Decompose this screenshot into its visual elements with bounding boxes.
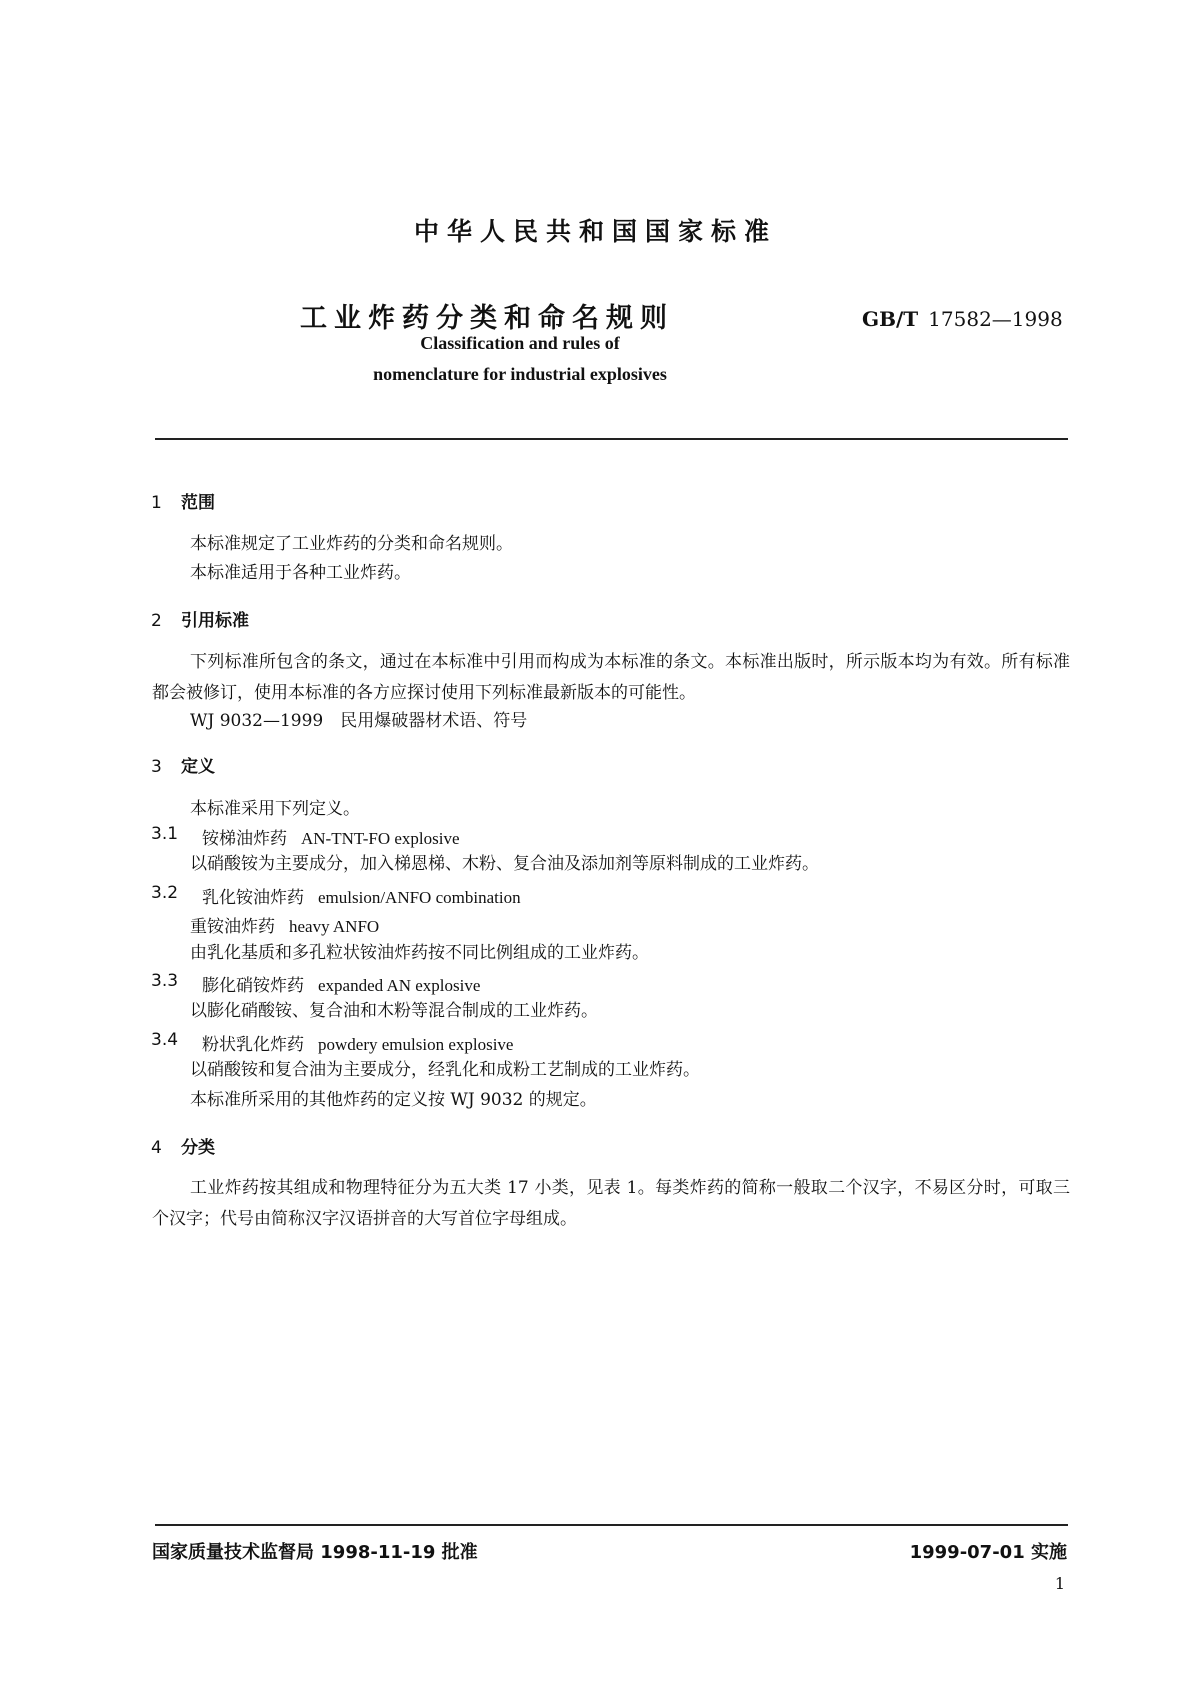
- section-title: 定义: [181, 757, 215, 777]
- section-title: 范围: [181, 493, 215, 513]
- definition-3-4-term: [202, 1030, 513, 1055]
- definition-3-3-number: 3.3: [151, 971, 179, 991]
- section-4-heading: [151, 1133, 215, 1158]
- section-number: 3: [151, 757, 162, 777]
- definition-3-4-number: 3.4: [151, 1030, 179, 1050]
- definition-3-2-number: 3.2: [151, 883, 179, 903]
- reference-standard: WJ 9032—1999 民用爆破器材术语、符号: [190, 711, 528, 731]
- section-3-heading: [151, 752, 215, 777]
- implementation-date: 1999-07-01 实施: [909, 1542, 1067, 1563]
- section-2-paragraph: [152, 647, 1070, 709]
- term-zh: 乳化铵油炸药: [202, 888, 304, 908]
- standard-code: [862, 307, 1063, 331]
- term-en: expanded AN explosive: [318, 976, 481, 995]
- section-1-paragraph-2: 本标准适用于各种工业炸药。: [190, 563, 411, 583]
- section-2-heading: [151, 606, 249, 631]
- term-en: AN-TNT-FO explosive: [301, 829, 460, 848]
- section-2-paragraph-text: 下列标准所包含的条文，通过在本标准中引用而构成为本标准的条文。本标准出版时，所示版本均为有效。所有标准都会被修订，使用本标准的各方应探讨使用下列标准最新版本的可能性。: [152, 652, 1070, 703]
- definition-3-1-description: 以硝酸铵为主要成分，加入梯恩梯、木粉、复合油及添加剂等原料制成的工业炸药。: [190, 854, 819, 874]
- approval-info: 国家质量技术监督局 1998-11-19 批准: [152, 1542, 478, 1563]
- section-4-paragraph: [152, 1173, 1070, 1235]
- term-en: emulsion/ANFO combination: [318, 888, 521, 907]
- footer-divider: [155, 1524, 1068, 1526]
- section-4-paragraph-text: 工业炸药按其组成和物理特征分为五大类 17 小类，见表 1。每类炸药的简称一般取二个汉字，不易区分时，可取三个汉字；代号由简称汉字汉语拼音的大写首位字母组成。: [152, 1178, 1070, 1229]
- definition-3-3-description: 以膨化硝酸铵、复合油和木粉等混合制成的工业炸药。: [190, 1001, 598, 1021]
- document-title-en-line1: Classification and rules of: [420, 333, 620, 353]
- definition-3-2-description: 由乳化基质和多孔粒状铵油炸药按不同比例组成的工业炸药。: [190, 943, 649, 963]
- section-3-intro: 本标准采用下列定义。: [190, 799, 360, 819]
- document-title-zh: 工业炸药分类和命名规则: [300, 303, 674, 334]
- definition-3-3-term: [202, 971, 480, 996]
- section-title: 分类: [181, 1138, 215, 1158]
- definition-3-1-term: [202, 824, 460, 849]
- definition-3-1-number: 3.1: [151, 824, 179, 844]
- definition-3-2-term: [202, 883, 521, 908]
- section-1-heading: [151, 488, 215, 513]
- section-1-paragraph-1: 本标准规定了工业炸药的分类和命名规则。: [190, 534, 513, 554]
- term-zh: 铵梯油炸药: [202, 829, 287, 849]
- standard-number: 17582—1998: [928, 307, 1063, 331]
- section-number: 4: [151, 1138, 162, 1158]
- section-3-outro: 本标准所采用的其他炸药的定义按 WJ 9032 的规定。: [190, 1090, 597, 1110]
- page-number: 1: [1054, 1574, 1065, 1593]
- section-number: 2: [151, 611, 162, 631]
- national-standard-heading: 中华人民共和国国家标准: [413, 217, 777, 246]
- header-divider: [155, 438, 1068, 440]
- alt-term-zh: 重铵油炸药: [190, 917, 275, 937]
- term-en: powdery emulsion explosive: [318, 1035, 514, 1054]
- definition-3-4-description: 以硝酸铵和复合油为主要成分，经乳化和成粉工艺制成的工业炸药。: [190, 1060, 700, 1080]
- section-number: 1: [151, 493, 162, 513]
- definition-3-2-alt-term: [190, 912, 379, 937]
- standard-prefix: GB/T: [862, 307, 919, 331]
- term-zh: 粉状乳化炸药: [202, 1035, 304, 1055]
- term-zh: 膨化硝铵炸药: [202, 976, 304, 996]
- document-title-en-line2: nomenclature for industrial explosives: [373, 364, 667, 384]
- alt-term-en: heavy ANFO: [289, 917, 380, 936]
- section-title: 引用标准: [181, 611, 249, 631]
